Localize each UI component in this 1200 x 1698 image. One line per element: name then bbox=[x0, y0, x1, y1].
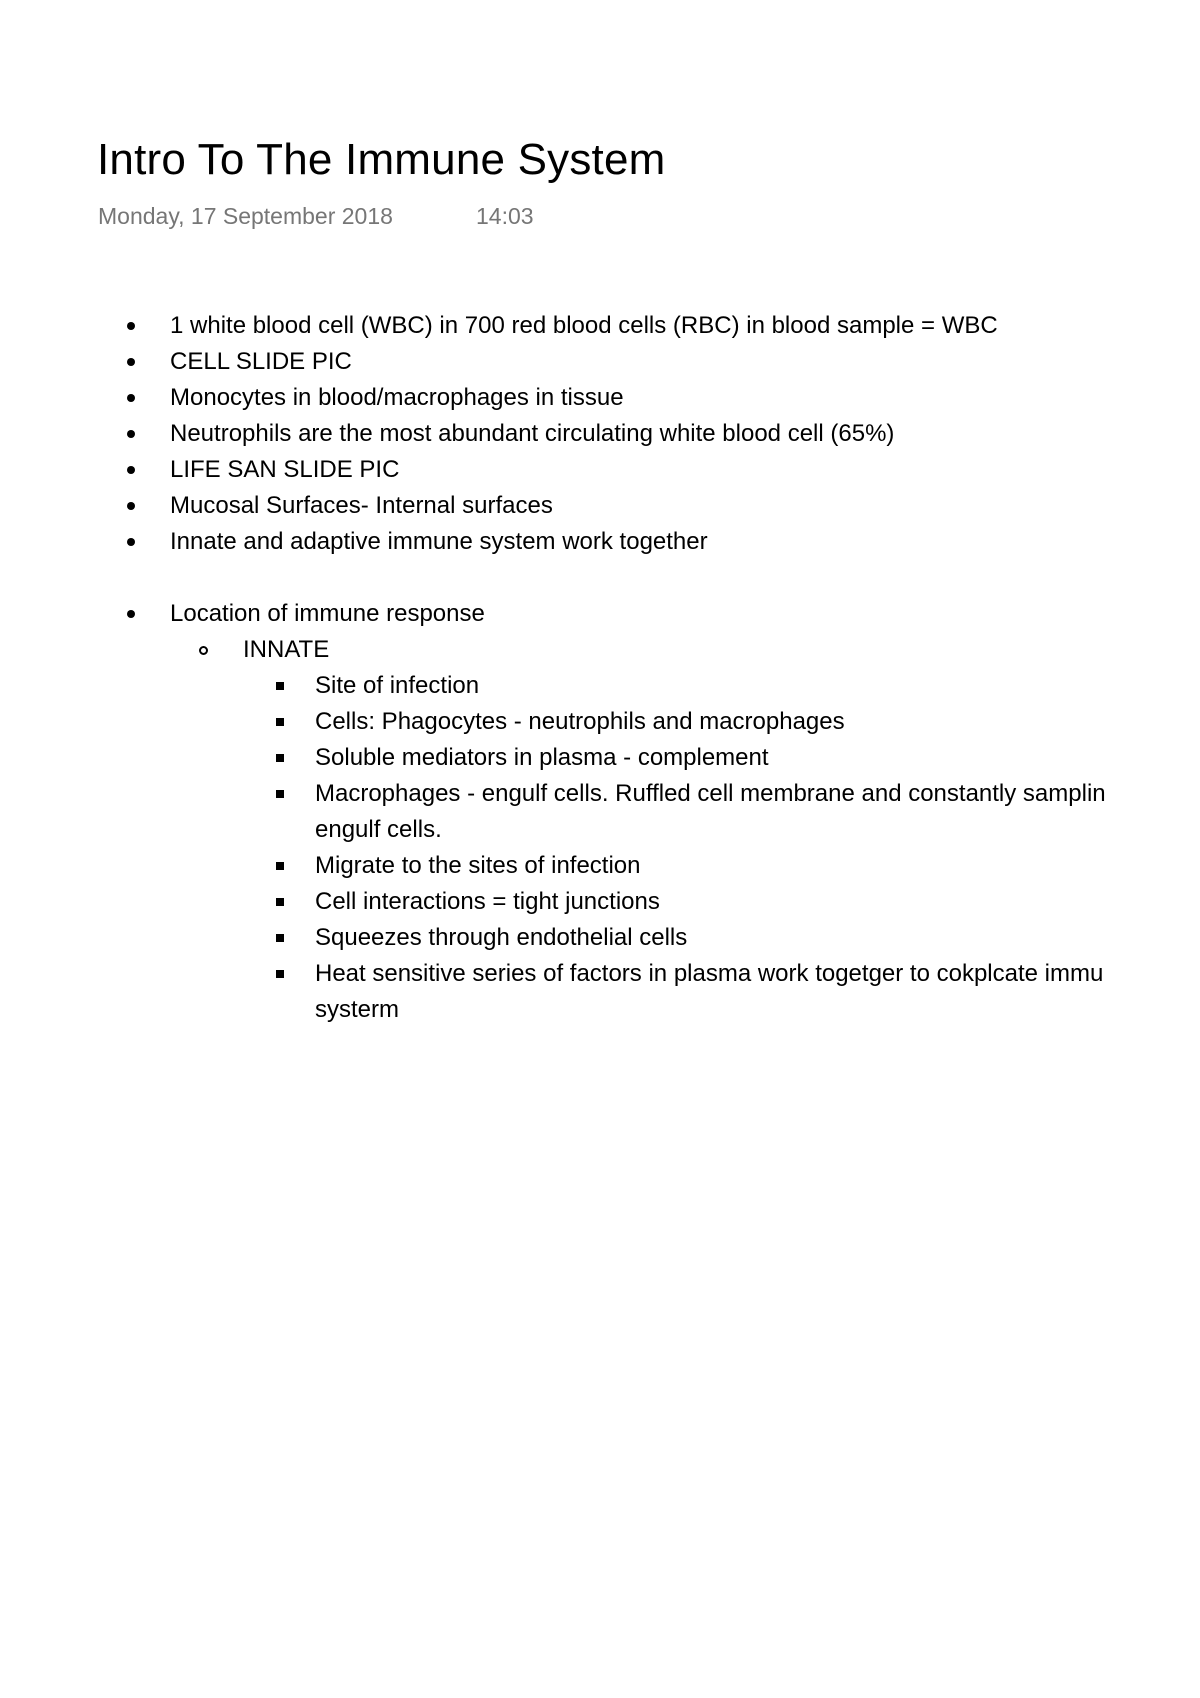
page-title: Intro To The Immune System bbox=[97, 135, 666, 184]
bullet-square-icon bbox=[276, 934, 284, 942]
bullet-square-icon bbox=[276, 898, 284, 906]
bullet-dot-icon bbox=[127, 538, 135, 546]
note-page: Intro To The Immune System Monday, 17 September 2018 14:03 1 white blood cell (WBC) in 700 red blood cells (RBC) in blood sample = WBC CELL SLIDE PIC Monocytes in blood/macrophages in tissue Neutrophils are the most abundant circulating white blood cell (65%) LIFE SAN SLIDE PIC Mucosal Surfaces- Internal surfaces Innate and adaptive immune system work together Location of immune response INNATE Site of infection Cells: Phagocytes - neutrophils and macrophages Soluble mediators in plasma - complement Macrophages - engulf cells. Ruffled cell membrane and constantly samplin engulf cells. Migrate to the sites of infection Cell interactions = tight junctions Squeezes through endothelial cells Heat sensitive series of factors in plasma work togetger to cokplcate immu systerm bbox=[97, 135, 1106, 1023]
bullet-dot-icon bbox=[127, 502, 135, 510]
bullet-square-icon bbox=[276, 682, 284, 690]
bullet-dot-icon bbox=[127, 322, 135, 330]
bullet-dot-icon bbox=[127, 394, 135, 402]
bullet-square-icon bbox=[276, 718, 284, 726]
bullet-square-icon bbox=[276, 754, 284, 762]
page-timestamp bbox=[98, 203, 534, 231]
bullet-square-icon bbox=[276, 862, 284, 870]
bullet-square-icon bbox=[276, 790, 284, 798]
page-date: Monday, 17 September 2018 bbox=[98, 203, 393, 229]
page-time: 14:03 bbox=[476, 203, 534, 229]
bullet-dot-icon bbox=[127, 430, 135, 438]
bullet-square-icon bbox=[276, 970, 284, 978]
bullet-circle-icon bbox=[199, 646, 208, 655]
bullet-dot-icon bbox=[127, 358, 135, 366]
bullet-dot-icon bbox=[127, 610, 135, 618]
bullet-dot-icon bbox=[127, 466, 135, 474]
